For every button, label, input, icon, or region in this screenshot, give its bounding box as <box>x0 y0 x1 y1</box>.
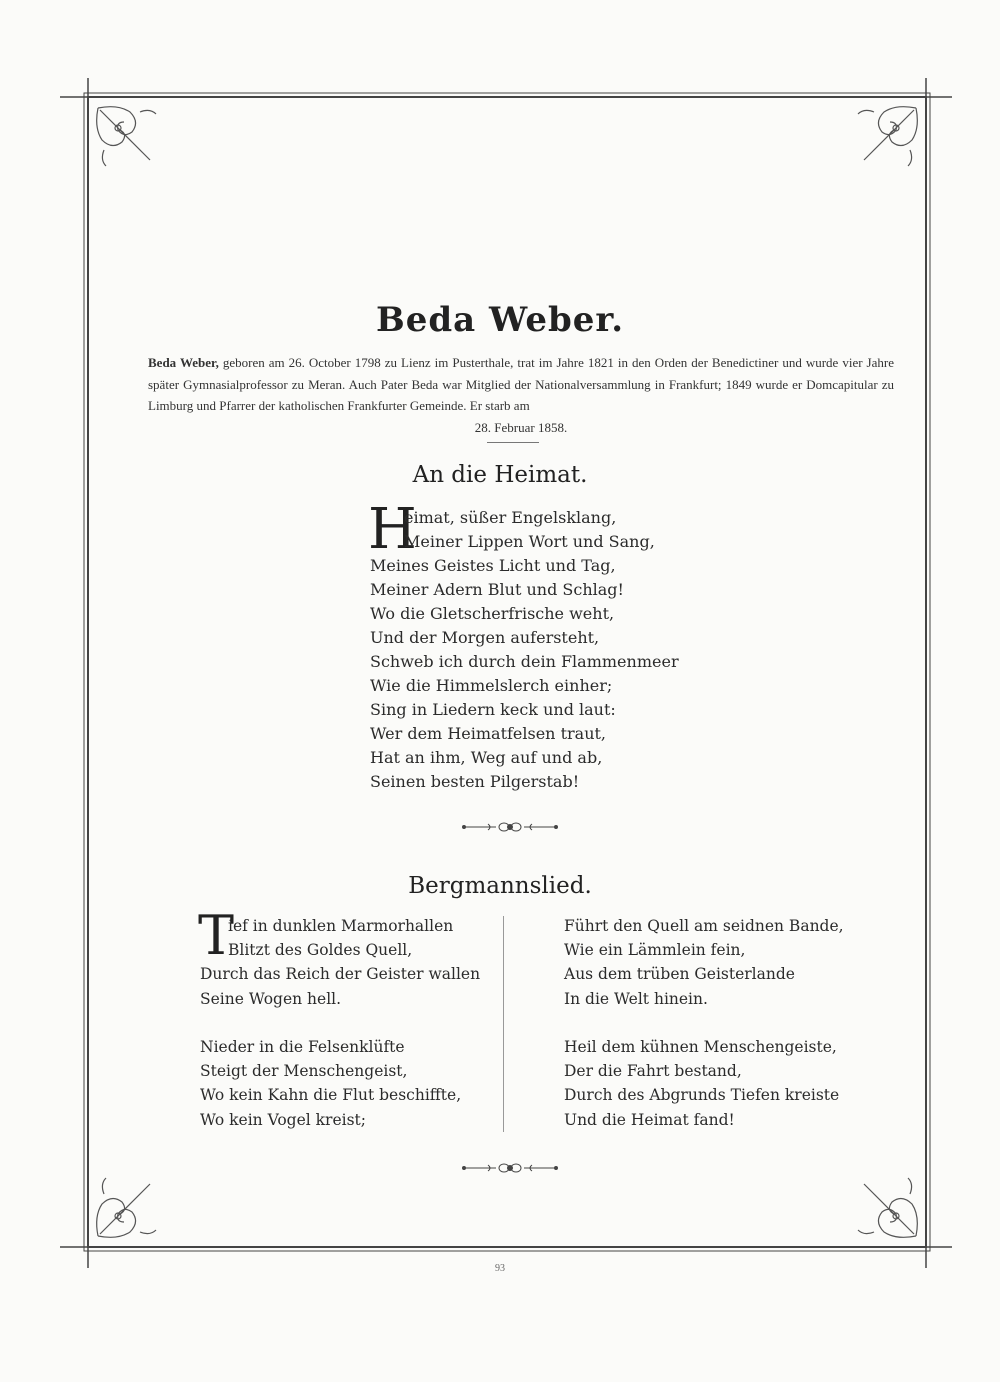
poem-line: Sing in Liedern keck und laut: <box>370 700 616 719</box>
poem-line: Blitzt des Goldes Quell, <box>228 941 413 960</box>
poem1-dropcap: H <box>368 497 417 562</box>
poem-line: In die Welt hinein. <box>564 989 708 1008</box>
poem-line: ief in dunklen Marmorhallen <box>228 917 454 935</box>
column-divider <box>503 916 504 1132</box>
poem-line: eimat, süßer Engelsklang, <box>404 508 617 527</box>
poem-line: Führt den Quell am seidnen Bande, <box>564 917 844 935</box>
poem-line: Seinen besten Pilgerstab! <box>370 772 580 791</box>
page-title: Beda Weber. <box>375 300 625 340</box>
poem-line: Meines Geistes Licht und Tag, <box>370 556 616 575</box>
poem-line: Wo kein Vogel kreist; <box>200 1110 366 1129</box>
poem-title-an-die-heimat: An die Heimat. <box>412 462 588 488</box>
poem-line: Und der Morgen aufersteht, <box>370 628 600 647</box>
poem-line: Nieder in die Felsenklüfte <box>200 1037 405 1056</box>
corner-ornament-bottom-right-icon <box>858 1178 917 1237</box>
poem-bergmannslied-right-column <box>564 914 844 1132</box>
section-divider <box>487 442 539 443</box>
poem2-dropcap: T <box>198 904 235 967</box>
poem-line: Und die Heimat fand! <box>564 1110 735 1129</box>
poem-line: Wo kein Kahn die Flut beschiffte, <box>200 1086 462 1105</box>
poem-line: Durch des Abgrunds Tiefen kreiste <box>564 1086 840 1105</box>
corner-ornament-top-right-icon <box>858 107 917 166</box>
poem-line: Heil dem kühnen Menschengeiste, <box>564 1037 837 1056</box>
poem-line: Wo die Gletscherfrische weht, <box>370 604 615 623</box>
poem-line: Seine Wogen hell. <box>200 989 342 1008</box>
poem-line: Steigt der Menschengeist, <box>200 1062 408 1081</box>
ornament-divider-icon <box>460 820 560 834</box>
poem-line: Hat an ihm, Weg auf und ab, <box>370 748 603 767</box>
page-number: 93 <box>495 1263 505 1274</box>
corner-ornament-bottom-left-icon <box>97 1178 156 1237</box>
poem-line: Schweb ich durch dein Flammenmeer <box>370 652 679 671</box>
ornament-divider-icon <box>460 1161 560 1175</box>
biography-name: Beda Weber, <box>148 355 219 370</box>
poem-line: Wie ein Lämmlein fein, <box>564 941 746 960</box>
poem-line: Meiner Lippen Wort und Sang, <box>404 532 655 551</box>
poem-line: Durch das Reich der Geister wallen <box>200 965 481 984</box>
poem-bergmannslied-left-column <box>200 914 480 1132</box>
poem-title-bergmannslied: Bergmannslied. <box>408 873 592 899</box>
biography-paragraph <box>148 352 894 438</box>
poem-line: Wer dem Heimatfelsen traut, <box>370 724 607 743</box>
corner-ornament-top-left-icon <box>97 107 156 166</box>
biography-text: geboren am 26. October 1798 zu Lienz im Pusterthale, trat im Jahre 1821 in den Orden der Benedictiner und wurde vier Jahre später Gymnasialprofessor zu Meran. Auch Pater Beda war Mitglied der Nationalversammlung in Frankfurt; 1849 wurde er Domcapitular zu Limburg und Pfarrer der katholischen Frankfurter Gemeinde. Er starb am <box>148 355 894 413</box>
poem-line: Der die Fahrt bestand, <box>564 1062 742 1081</box>
poem-line: Aus dem trüben Geisterlande <box>564 965 795 984</box>
biography-last-line: 28. Februar 1858. <box>474 419 568 435</box>
poem-line: Wie die Himmelslerch einher; <box>370 676 613 695</box>
poem-an-die-heimat <box>370 506 679 794</box>
poem-line: Meiner Adern Blut und Schlag! <box>370 580 624 599</box>
